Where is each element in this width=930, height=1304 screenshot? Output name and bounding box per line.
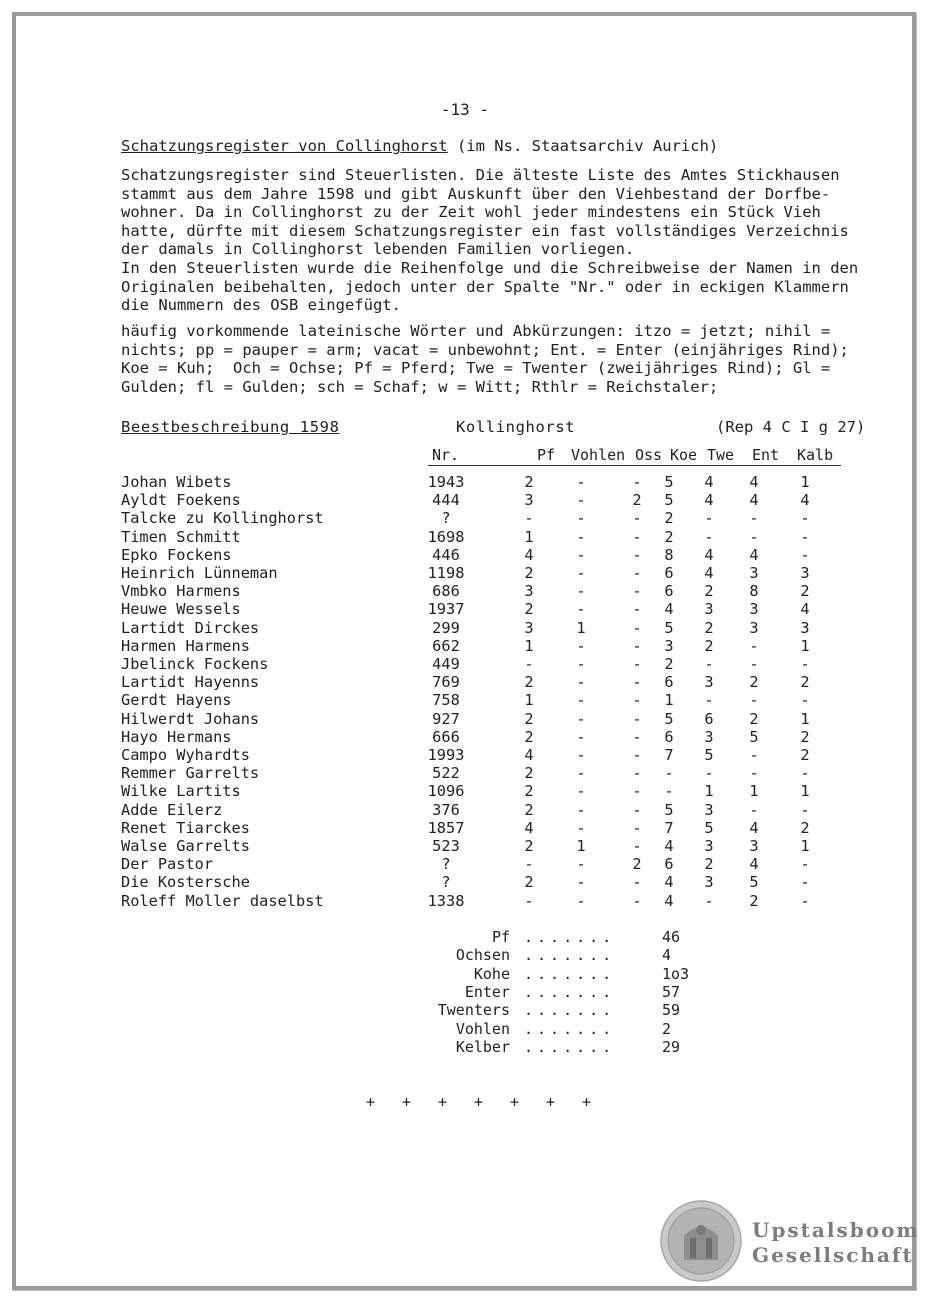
cell-kalb: 2: [800, 818, 810, 837]
cell-pf: 1: [524, 527, 534, 546]
cell-pf: 2: [524, 800, 534, 819]
row-nr: 1943: [427, 473, 465, 491]
cell-kalb: 4: [800, 600, 810, 619]
row-name: Renet Tiarckes: [121, 818, 250, 837]
cell-vohlen: -: [576, 473, 586, 491]
row-nr: 299: [432, 618, 460, 637]
cell-pf: 2: [524, 782, 534, 801]
leader-dots: .......: [524, 1019, 616, 1038]
cell-twe: 2: [704, 855, 714, 874]
cell-oss: -: [632, 873, 642, 892]
leader-dots: .......: [524, 982, 616, 1001]
total-label: Enter: [464, 982, 510, 1001]
cell-pf: 3: [524, 491, 534, 510]
cell-ent: 3: [749, 618, 759, 637]
cell-vohlen: -: [576, 509, 586, 528]
cell-vohlen: -: [576, 691, 586, 710]
cell-kalb: -: [800, 800, 810, 819]
row-nr: 769: [432, 673, 460, 692]
cell-ent: 4: [749, 545, 759, 564]
cell-vohlen: -: [576, 782, 586, 801]
end-mark: +: [438, 1093, 448, 1111]
total-label: Twenters: [437, 1001, 510, 1020]
cell-ent: -: [749, 764, 759, 783]
intro-line: Schatzungsregister sind Steuerlisten. Die älteste Liste des Amtes Stickhausen: [121, 166, 840, 184]
intro-line: In den Steuerlisten wurde die Reihenfolge und die Schreibweise der Namen in den: [121, 258, 859, 277]
cell-kalb: 1: [800, 709, 810, 728]
cell-koe: 6: [664, 727, 674, 746]
cell-twe: 5: [704, 746, 714, 764]
cell-kalb: -: [800, 873, 810, 892]
row-nr: 1096: [427, 782, 465, 801]
cell-pf: 4: [524, 545, 534, 564]
cell-ent: -: [749, 527, 759, 546]
cell-vohlen: -: [576, 818, 586, 837]
end-mark: +: [510, 1093, 520, 1111]
abbr-line: nichts; pp = pauper = arm; vacat = unbewohnt; Ent. = Enter (einjähriges Rind);: [121, 340, 849, 359]
row-name: Epko Fockens: [121, 545, 232, 564]
cell-koe: -: [664, 782, 674, 801]
cell-koe: 6: [664, 855, 674, 874]
page-number: -13 -: [440, 100, 490, 119]
cell-ent: 4: [749, 855, 759, 874]
cell-oss: -: [632, 564, 642, 582]
cell-oss: -: [632, 600, 642, 619]
cell-ent: 4: [749, 818, 759, 837]
cell-oss: -: [632, 764, 642, 783]
intro-line: die Nummern des OSB eingefügt.: [121, 296, 401, 315]
row-name: Johan Wibets: [121, 473, 232, 491]
row-name: Heuwe Wessels: [121, 600, 241, 619]
cell-ent: 5: [749, 873, 759, 892]
cell-kalb: 1: [800, 636, 810, 655]
header-nr: Nr.: [432, 446, 460, 464]
cell-koe: 5: [664, 618, 674, 637]
cell-kalb: 1: [800, 782, 810, 801]
cell-twe: -: [704, 691, 714, 710]
heading-source: (im Ns. Staatsarchiv Aurich): [447, 137, 719, 155]
cell-twe: 4: [704, 564, 714, 582]
cell-koe: 1: [664, 691, 674, 710]
intro-line: stammt aus dem Jahre 1598 und gibt Auskunft über den Viehbestand der Dorfbe-: [121, 184, 831, 203]
cell-kalb: 1: [800, 837, 810, 855]
cell-vohlen: -: [576, 764, 586, 783]
cell-twe: 3: [704, 800, 714, 819]
row-name: Hayo Hermans: [121, 727, 232, 746]
cell-vohlen: -: [576, 564, 586, 582]
total-label: Kohe: [473, 964, 510, 983]
cell-ent: -: [749, 691, 759, 710]
total-label: Pf: [491, 928, 510, 946]
end-mark: +: [474, 1093, 484, 1111]
cell-twe: 4: [704, 545, 714, 564]
cell-ent: -: [749, 800, 759, 819]
row-name: Heinrich Lünneman: [121, 564, 278, 582]
cell-kalb: -: [800, 855, 810, 874]
header-koe: Koe: [670, 446, 698, 464]
end-mark: +: [582, 1093, 592, 1111]
cell-kalb: 2: [800, 727, 810, 746]
total-value: 1o3: [662, 964, 690, 983]
row-nr: 444: [432, 491, 460, 510]
row-nr: 1338: [427, 891, 465, 910]
row-nr: 449: [432, 655, 460, 673]
seal-icon: [660, 1200, 742, 1282]
cell-koe: 5: [664, 709, 674, 728]
cell-twe: 2: [704, 582, 714, 601]
cell-pf: 2: [524, 709, 534, 728]
cell-pf: -: [524, 509, 534, 528]
row-name: Roleff Moller daselbst: [121, 891, 324, 910]
abbreviations-paragraph: [121, 322, 849, 396]
row-nr: 666: [432, 727, 460, 746]
cell-oss: -: [632, 527, 642, 546]
cell-koe: 8: [664, 545, 674, 564]
row-nr: 758: [432, 691, 460, 710]
cell-twe: 3: [704, 727, 714, 746]
cell-koe: 2: [664, 527, 674, 546]
intro-line: Originalen beibehalten, jedoch unter der Spalte "Nr." oder in eckigen Klammern: [121, 277, 849, 296]
cell-oss: -: [632, 782, 642, 801]
leader-dots: .......: [524, 946, 616, 965]
row-nr: 1937: [427, 600, 465, 619]
row-nr: 927: [432, 709, 460, 728]
cell-oss: -: [632, 655, 642, 673]
cell-oss: -: [632, 746, 642, 764]
row-nr: 1198: [427, 564, 465, 582]
end-mark: +: [366, 1093, 376, 1111]
row-name: Jbelinck Fockens: [121, 655, 269, 673]
cell-twe: 3: [704, 673, 714, 692]
leader-dots: .......: [524, 1037, 616, 1056]
cell-ent: 8: [749, 582, 759, 601]
total-value: 59: [662, 1001, 681, 1020]
cell-vohlen: -: [576, 891, 586, 910]
cell-ent: -: [749, 509, 759, 528]
row-name: Vmbko Harmens: [121, 582, 241, 601]
row-nr: ?: [441, 855, 451, 874]
cell-pf: 1: [524, 691, 534, 710]
cell-vohlen: -: [576, 491, 586, 510]
cell-pf: 3: [524, 582, 534, 601]
row-name: Die Kostersche: [121, 873, 250, 892]
cell-kalb: 3: [800, 618, 810, 637]
cell-vohlen: -: [576, 746, 586, 764]
cell-twe: 4: [704, 473, 714, 491]
cell-ent: -: [749, 746, 759, 764]
cell-oss: -: [632, 818, 642, 837]
cell-vohlen: -: [576, 545, 586, 564]
header-oss: Oss: [635, 446, 663, 464]
cell-kalb: 3: [800, 564, 810, 582]
intro-line: hatte, dürfte mit diesem Schatzungsregister ein fast vollständiges Verzeichnis: [121, 221, 849, 240]
cell-kalb: 2: [800, 582, 810, 601]
cell-kalb: -: [800, 545, 810, 564]
cell-pf: 2: [524, 673, 534, 692]
cell-oss: -: [632, 800, 642, 819]
cell-pf: 2: [524, 837, 534, 855]
logo-line-1: Upstalsboom: [752, 1218, 920, 1242]
cell-vohlen: -: [576, 727, 586, 746]
row-nr: 662: [432, 636, 460, 655]
row-name: Wilke Lartits: [121, 782, 241, 801]
cell-pf: 2: [524, 473, 534, 491]
cell-kalb: -: [800, 527, 810, 546]
cell-oss: -: [632, 618, 642, 637]
cell-ent: 2: [749, 673, 759, 692]
cell-kalb: -: [800, 764, 810, 783]
cell-pf: 2: [524, 727, 534, 746]
cell-kalb: -: [800, 509, 810, 528]
row-name: Harmen Harmens: [121, 636, 250, 655]
cell-pf: -: [524, 855, 534, 874]
row-nr: 522: [432, 764, 460, 783]
cell-pf: 2: [524, 873, 534, 892]
cell-oss: -: [632, 509, 642, 528]
cell-kalb: -: [800, 655, 810, 673]
cell-oss: 2: [632, 491, 642, 510]
cell-twe: 3: [704, 837, 714, 855]
cell-ent: -: [749, 636, 759, 655]
header-twe: Twe: [707, 446, 735, 464]
row-name: Campo Wyhardts: [121, 746, 250, 764]
row-nr: 1698: [427, 527, 465, 546]
total-value: 46: [662, 928, 681, 946]
end-mark: +: [546, 1093, 556, 1111]
total-label: Ochsen: [455, 946, 510, 965]
cell-pf: 3: [524, 618, 534, 637]
cell-ent: 4: [749, 491, 759, 510]
cell-koe: 3: [664, 636, 674, 655]
intro-line: wohner. Da in Collinghorst zu der Zeit wohl jeder mindestens ein Stück Vieh: [121, 203, 821, 222]
leader-dots: .......: [524, 928, 616, 946]
abbr-line: häufig vorkommende lateinische Wörter und Abkürzungen: itzo = jetzt; nihil =: [121, 322, 831, 340]
row-name: Adde Eilerz: [121, 800, 223, 819]
row-nr: 1993: [427, 746, 465, 764]
cell-twe: -: [704, 527, 714, 546]
cell-vohlen: 1: [576, 618, 586, 637]
cell-vohlen: -: [576, 673, 586, 692]
cell-oss: -: [632, 709, 642, 728]
total-value: 2: [662, 1019, 672, 1038]
cell-oss: 2: [632, 855, 642, 874]
row-nr: 523: [432, 837, 460, 855]
cell-vohlen: -: [576, 636, 586, 655]
cell-koe: 6: [664, 673, 674, 692]
cell-koe: 2: [664, 509, 674, 528]
total-value: 57: [662, 982, 681, 1001]
header-vohlen: Vohlen: [571, 446, 626, 464]
cell-oss: -: [632, 636, 642, 655]
cell-twe: 5: [704, 818, 714, 837]
row-nr: 686: [432, 582, 460, 601]
intro-paragraph: [121, 166, 858, 315]
row-nr: 1857: [427, 818, 465, 837]
cell-twe: 2: [704, 618, 714, 637]
row-name: Hilwerdt Johans: [121, 709, 260, 728]
cell-oss: -: [632, 582, 642, 601]
cell-twe: 3: [704, 873, 714, 892]
cell-oss: -: [632, 545, 642, 564]
cell-ent: 4: [749, 473, 759, 491]
total-value: 4: [662, 946, 672, 965]
cell-pf: 2: [524, 600, 534, 619]
row-name: Lartidt Dirckes: [121, 618, 260, 637]
row-nr: ?: [441, 873, 451, 892]
cell-twe: 4: [704, 491, 714, 510]
cell-koe: 4: [664, 837, 674, 855]
row-nr: 446: [432, 545, 460, 564]
table-reference: (Rep 4 C I g 27): [716, 418, 866, 436]
leader-dots: .......: [524, 964, 616, 983]
cell-pf: 1: [524, 636, 534, 655]
cell-oss: -: [632, 727, 642, 746]
row-name: Talcke zu Kollinghorst: [121, 509, 324, 528]
cell-koe: 7: [664, 746, 674, 764]
cell-kalb: 4: [800, 491, 810, 510]
total-label: Kelber: [455, 1037, 510, 1056]
header-kalb: Kalb: [797, 446, 834, 464]
leader-dots: .......: [524, 1001, 616, 1020]
cell-oss: -: [632, 473, 642, 491]
row-nr: ?: [441, 509, 451, 528]
cell-twe: 2: [704, 636, 714, 655]
section-heading: [121, 137, 718, 155]
cell-koe: 5: [664, 491, 674, 510]
cell-ent: 2: [749, 709, 759, 728]
heading-title: Schatzungsregister von Collinghorst: [121, 137, 448, 155]
cell-ent: 1: [749, 782, 759, 801]
cell-koe: 6: [664, 582, 674, 601]
cell-twe: 3: [704, 600, 714, 619]
table-place: Kollinghorst: [456, 418, 576, 436]
cell-koe: 5: [664, 800, 674, 819]
row-name: Gerdt Hayens: [121, 691, 232, 710]
cell-kalb: 2: [800, 746, 810, 764]
cell-oss: -: [632, 673, 642, 692]
header-pf: Pf: [537, 446, 556, 464]
header-underline: [428, 465, 841, 466]
cell-pf: -: [524, 891, 534, 910]
row-name: Lartidt Hayenns: [121, 673, 260, 692]
end-mark: +: [402, 1093, 412, 1111]
total-label: Vohlen: [455, 1019, 510, 1038]
row-name: Timen Schmitt: [121, 527, 241, 546]
row-nr: 376: [432, 800, 460, 819]
cell-vohlen: -: [576, 582, 586, 601]
cell-vohlen: -: [576, 800, 586, 819]
cell-vohlen: -: [576, 855, 586, 874]
cell-twe: 1: [704, 782, 714, 801]
cell-kalb: -: [800, 691, 810, 710]
cell-koe: 4: [664, 891, 674, 910]
cell-koe: 2: [664, 655, 674, 673]
cell-koe: 5: [664, 473, 674, 491]
cell-pf: 2: [524, 564, 534, 582]
cell-ent: 2: [749, 891, 759, 910]
cell-kalb: 2: [800, 673, 810, 692]
cell-pf: 2: [524, 764, 534, 783]
cell-kalb: 1: [800, 473, 810, 491]
cell-pf: 4: [524, 746, 534, 764]
cell-vohlen: 1: [576, 837, 586, 855]
cell-twe: -: [704, 764, 714, 783]
cell-vohlen: -: [576, 655, 586, 673]
cell-koe: 4: [664, 600, 674, 619]
cell-ent: 3: [749, 600, 759, 619]
cell-koe: 4: [664, 873, 674, 892]
abbr-line: Koe = Kuh; Och = Ochse; Pf = Pferd; Twe = Twenter (zweijähriges Rind); Gl =: [121, 359, 831, 378]
intro-line: der damals in Collinghorst lebenden Familien vorliegen.: [121, 240, 635, 259]
cell-ent: 3: [749, 564, 759, 582]
logo-line-2: Gesellschaft: [752, 1243, 914, 1267]
header-ent: Ent: [752, 446, 780, 464]
row-name: Der Pastor: [121, 855, 214, 874]
cell-koe: 7: [664, 818, 674, 837]
cell-ent: 5: [749, 727, 759, 746]
cell-vohlen: -: [576, 709, 586, 728]
cell-twe: -: [704, 509, 714, 528]
cell-vohlen: -: [576, 873, 586, 892]
cell-vohlen: -: [576, 600, 586, 619]
cell-pf: 4: [524, 818, 534, 837]
row-name: Remmer Garrelts: [121, 764, 260, 783]
cell-pf: -: [524, 655, 534, 673]
cell-oss: -: [632, 891, 642, 910]
cell-twe: -: [704, 891, 714, 910]
row-name: Walse Garrelts: [121, 837, 250, 855]
cell-twe: 6: [704, 709, 714, 728]
cell-oss: -: [632, 691, 642, 710]
cell-ent: 3: [749, 837, 759, 855]
abbr-line: Gulden; fl = Gulden; sch = Schaf; w = Witt; Rthlr = Reichstaler;: [121, 377, 719, 396]
cell-twe: -: [704, 655, 714, 673]
cell-oss: -: [632, 837, 642, 855]
cell-ent: -: [749, 655, 759, 673]
cell-vohlen: -: [576, 527, 586, 546]
cell-kalb: -: [800, 891, 810, 910]
table-title: Beestbeschreibung 1598: [121, 418, 340, 436]
cell-koe: -: [664, 764, 674, 783]
cell-koe: 6: [664, 564, 674, 582]
row-name: Ayldt Foekens: [121, 491, 241, 510]
total-value: 29: [662, 1037, 681, 1056]
